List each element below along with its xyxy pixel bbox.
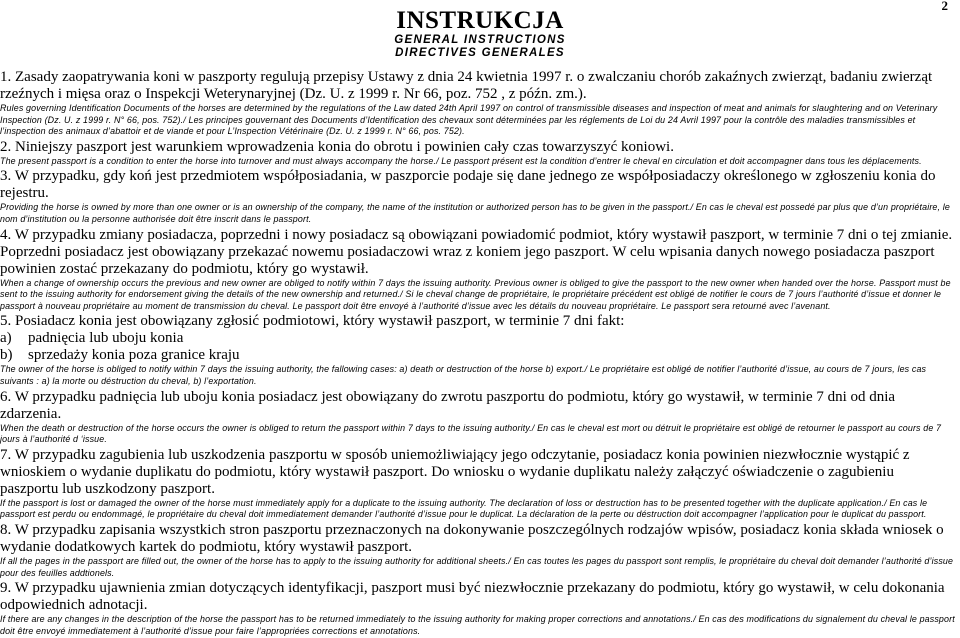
section-7-polish: 7. W przypadku zagubienia lub uszkodzenia paszportu w sposób uniemożliwiający jego odczytanie, posiadacz konia powinien niezwłocznie wystąpić z wnioskiem o wydanie duplikatu do podmiotu, który wystawił paszport. Do wniosku o wydanie duplikatu należy załączyć oświadczenie o zagubieniu paszportu lub uszkodzony paszport.: [0, 446, 910, 497]
section-1-polish: 1. Zasady zaopatrywania koni w paszporty regulują przepisy Ustawy z dnia 24 kwietnia 1997 r. o zwalczaniu chorób zakaźnych zwierząt, badaniu zwierząt rzeźnych i mięsa oraz o Inspekcji Weterynaryjnej (Dz. U. z 1999 r. Nr 66, poz. 752 , z późn. zm.).: [0, 69, 933, 102]
section-3-polish: 3. W przypadku, gdy koń jest przedmiotem współposiadania, w paszporcie podaje się dane jednego ze współposiadaczy określonego w zgłoszeniu konia do rejestru.: [0, 168, 936, 202]
list-item-label: b): [0, 347, 13, 364]
section-8-polish: 8. W przypadku zapisania wszystkich stron paszportu przeznaczonych na dokonywanie poszczególnych rodzajów wpisów, posiadacz konia składa wniosek o wydanie dodatkowych kartek do podmiotu, który wystawił paszport.: [0, 521, 944, 555]
section-5-polish: 5. Posiadacz konia jest obowiązany zgłosić podmiotowi, który wystawił paszport, w terminie 7 dni fakt:: [0, 313, 625, 330]
section-9-polish: 9. W przypadku ujawnienia zmian dotyczących identyfikacji, paszport musi być niezwłocznie przekazany do podmiotu, który go wystawił, w celu dokonania odpowiednich adnotacji.: [0, 580, 945, 614]
section-6-translation: When the death or destruction of the horse occurs the owner is obliged to return the passport within 7 days to the issuing authority./ En cas le cheval est mort ou détruit le propriétaire est obligé de retourner le passport au cours de 7 jours à l’authorité d ‘issue.: [0, 422, 942, 445]
list-item-text: sprzedaży konia poza granice kraju: [28, 347, 240, 364]
subtitle-english: GENERAL INSTRUCTIONS: [394, 34, 566, 46]
section-2-polish: 2. Niniejszy paszport jest warunkiem wprowadzenia konia do obrotu i powinien cały czas towarzyszyć koniowi.: [0, 138, 674, 155]
document-title: INSTRUKCJA: [396, 7, 564, 34]
section-7-translation: If the passport is lost or damaged the owner of the horse must immediately apply for a duplicate to the issuing authority. The declaration of loss or destruction has to be presented together with the duplicate application./ En cas le passport est perdu ou endommagé, le propriétaire du cheval doit immediatement demander l’authorité d’issue pour le duplicat. La déclaration de la perte ou déstruction doit accompagner l’application pour le duplicat du passport.: [0, 497, 928, 520]
page-number: 2: [941, 0, 948, 13]
list-item-label: a): [0, 330, 12, 347]
section-6-polish: 6. W przypadku padnięcia lub uboju konia posiadacz jest obowiązany do zwrotu paszportu do podmiotu, który go wystawił, w terminie 7 dni od dnia zdarzenia.: [0, 388, 896, 422]
document-header: [0, 8, 960, 60]
section-5-translation: The owner of the horse is obliged to notify within 7 days the issuing authority, the fallowing cases: a) death or destruction of the horse b) export./ Le propriétaire est obligé de notifier l’authorité d’issue, au cours de 7 jours, les cas suivants : a) la morte ou déstruction du cheval, b) l’exportation.: [0, 364, 927, 386]
section-9-translation: If there are any changes in the description of the horse the passport has to be returned immediately to the issuing authority for making proper corrections and annotations./ En cas des modifications du signalement du cheval le passport doit être envoyé immediatement à l’authorité d’issue pour faire l’appropriées corrections et annotations.: [0, 614, 955, 636]
section-4-translation: When a change of ownership occurs the previous and new owner are obliged to notify within 7 days the issuing authority. Previous owner is obliged to give the passport to the new owner when handed over the horse. Passport must be sent to the issuing authority for endorsement giving the details of the new ownership and returned./ Si le cheval change de propriétaire, le propriétaire précédent est obligé de notifier le cours de 7 jours l’authorité d’issue et donner le passport à nouveau propriétaire au moment de transmission du cheval. Le passport doit être envoyé à l’authorité d’issue avec les détails du nouveau propriétaire. Le passport sera retourné avec l’avenant.: [0, 277, 951, 311]
list-item: [0, 347, 960, 364]
section-8-translation: If all the pages in the passport are filled out, the owner of the horse has to apply to the issuing authority for additional sheets./ En cas toutes les pages du passport sont remplis, le propriétaire du cheval doit demander l’authorité d’issue pour des feuilles addtionels.: [0, 555, 954, 578]
instructions-body: [0, 69, 960, 638]
section-4-polish: 4. W przypadku zmiany posiadacza, poprzedni i nowy posiadacz są obowiązani powiadomić podmiot, który wystawił paszport, w terminie 7 dni o tej zmianie. Poprzedni posiadacz jest obowiązany przekazać nowemu posiadaczowi wraz z koniem jego paszport. W celu wpisania danych nowego posiadacza paszport powinien zostać przekazany do podmiotu, który go wystawił.: [0, 226, 953, 277]
section-2-translation: The present passport is a condition to enter the horse into turnover and must always accompany the horse./ Le passport présent est la condition d’entrer le cheval en circulation et doit accompagner dans tous les déplacements.: [0, 155, 922, 166]
list-item: [0, 330, 960, 347]
subtitle-french: DIRECTIVES GENERALES: [395, 47, 565, 59]
list-item-text: padnięcia lub uboju konia: [28, 330, 184, 347]
section-1-translation: Rules governing Identification Documents of the horses are determined by the regulations of the Law dated 24th April 1997 on control of transmissible diseases and inspection of meat and animals for slaughtering and on Veterinary Inspection (Dz. U. z 1999 r. N° 66, pos. 752)./ Les principes gouvernant des Documents d’Identification des chevaux sont déterminées par les réglements de Loi du 24 Avril 1997 pour la contrôle des maladies transmissibles et l’inspection des animaux d’abattoir et de viande et pour L’Inspection Vétérinaire (Dz. U. z 1999 r. N° 66, pos. 752).: [0, 103, 938, 137]
section-3-translation: Providing the horse is owned by more than one owner or is an ownership of the company, the name of the institution or authorized person has to be given in the passport./ En cas le cheval est possedé par plus que d’un propriétaire, le nom d’institution ou la personne authorisée doit être inscrit dans le passport.: [0, 202, 950, 224]
